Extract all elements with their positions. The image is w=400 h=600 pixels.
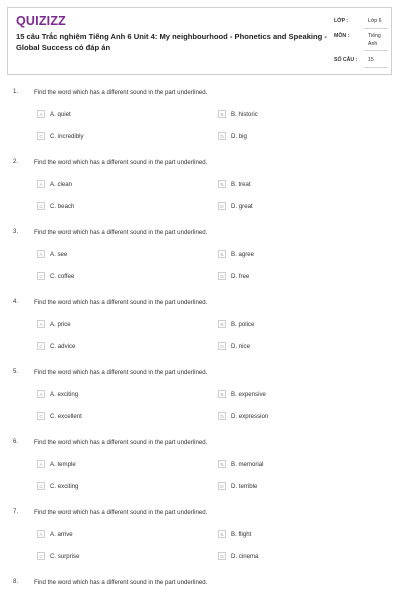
- question-number: 7.: [13, 509, 19, 515]
- option-letter-badge: D: [218, 272, 226, 280]
- option-text: D. nice: [231, 342, 250, 350]
- worksheet-header: [7, 7, 392, 75]
- answer-option-a[interactable]: [37, 390, 78, 398]
- answer-option-d[interactable]: [218, 412, 268, 420]
- answer-option-b[interactable]: [218, 180, 251, 188]
- option-text: D. expression: [231, 412, 269, 420]
- option-letter-badge: A: [37, 320, 45, 328]
- grade-underline: [364, 28, 388, 29]
- option-text: C. advice: [50, 342, 76, 350]
- question-text: Find the word which has a different sound in the part underlined.: [34, 579, 208, 586]
- answer-option-a[interactable]: [37, 110, 71, 118]
- option-text: C. exciting: [50, 482, 79, 490]
- grade-value: Lớp 6: [368, 18, 382, 24]
- question-number: 8.: [13, 579, 19, 585]
- answer-option-d[interactable]: [218, 552, 258, 560]
- question-text: Find the word which has a different sound in the part underlined.: [34, 299, 208, 306]
- question-text: Find the word which has a different sound in the part underlined.: [34, 509, 208, 516]
- option-letter-badge: D: [218, 202, 226, 210]
- question-number: 1.: [13, 89, 19, 95]
- answer-option-b[interactable]: [218, 320, 254, 328]
- answer-option-c[interactable]: [37, 202, 74, 210]
- option-text: A. arrive: [50, 530, 73, 538]
- question-number: 6.: [13, 439, 19, 445]
- option-letter-badge: C: [37, 412, 45, 420]
- answer-option-b[interactable]: [218, 460, 264, 468]
- option-text: B. treat: [231, 180, 251, 188]
- option-letter-badge: B: [218, 250, 226, 258]
- option-letter-badge: A: [37, 390, 45, 398]
- question-text: Find the word which has a different sound in the part underlined.: [34, 89, 208, 96]
- option-letter-badge: C: [37, 342, 45, 350]
- question-count-value: 15: [368, 57, 374, 63]
- option-text: B. flight: [231, 530, 252, 538]
- option-text: B. agree: [231, 250, 255, 258]
- option-letter-badge: A: [37, 530, 45, 538]
- answer-option-c[interactable]: [37, 272, 74, 280]
- answer-option-c[interactable]: [37, 552, 79, 560]
- option-letter-badge: C: [37, 482, 45, 490]
- option-text: A. price: [50, 320, 71, 328]
- subject-value-line2: Anh: [368, 41, 378, 47]
- question-number: 4.: [13, 299, 19, 305]
- answer-option-c[interactable]: [37, 412, 82, 420]
- subject-value-line1: Tiếng: [368, 33, 381, 39]
- option-letter-badge: B: [218, 460, 226, 468]
- option-text: D. big: [231, 132, 247, 140]
- option-letter-badge: C: [37, 272, 45, 280]
- answer-option-d[interactable]: [218, 482, 257, 490]
- answer-option-a[interactable]: [37, 180, 72, 188]
- answer-option-c[interactable]: [37, 132, 84, 140]
- answer-option-a[interactable]: [37, 530, 73, 538]
- question-text: Find the word which has a different sound in the part underlined.: [34, 369, 208, 376]
- question-number: 2.: [13, 159, 19, 165]
- subject-underline: [364, 50, 388, 51]
- quizizz-logo: QUIZIZZ: [16, 14, 67, 28]
- answer-option-a[interactable]: [37, 250, 67, 258]
- option-text: C. incredibly: [50, 132, 84, 140]
- option-text: A. clean: [50, 180, 73, 188]
- option-text: B. historic: [231, 110, 258, 118]
- option-letter-badge: B: [218, 320, 226, 328]
- option-text: C. surprise: [50, 552, 80, 560]
- answer-option-a[interactable]: [37, 460, 76, 468]
- option-text: C. coffee: [50, 272, 75, 280]
- option-letter-badge: D: [218, 552, 226, 560]
- option-letter-badge: D: [218, 412, 226, 420]
- option-text: D. great: [231, 202, 253, 210]
- option-letter-badge: B: [218, 180, 226, 188]
- option-letter-badge: C: [37, 132, 45, 140]
- option-letter-badge: A: [37, 110, 45, 118]
- subject-label: MÔN :: [334, 33, 350, 39]
- option-letter-badge: B: [218, 530, 226, 538]
- option-letter-badge: A: [37, 250, 45, 258]
- answer-option-b[interactable]: [218, 250, 254, 258]
- question-text: Find the word which has a different sound in the part underlined.: [34, 159, 208, 166]
- option-letter-badge: A: [37, 180, 45, 188]
- option-text: D. free: [231, 272, 250, 280]
- option-letter-badge: B: [218, 110, 226, 118]
- option-text: C. excellent: [50, 412, 82, 420]
- option-text: B. police: [231, 320, 255, 328]
- answer-option-d[interactable]: [218, 132, 247, 140]
- grade-label: LỚP :: [334, 18, 349, 24]
- question-count-label: SỐ CÂU :: [334, 57, 358, 63]
- answer-option-a[interactable]: [37, 320, 71, 328]
- option-letter-badge: D: [218, 482, 226, 490]
- answer-option-d[interactable]: [218, 202, 253, 210]
- answer-option-c[interactable]: [37, 482, 78, 490]
- question-count-underline: [364, 67, 388, 68]
- answer-option-b[interactable]: [218, 110, 258, 118]
- option-letter-badge: B: [218, 390, 226, 398]
- question-text: Find the word which has a different sound in the part underlined.: [34, 439, 208, 446]
- answer-option-c[interactable]: [37, 342, 75, 350]
- option-letter-badge: C: [37, 202, 45, 210]
- answer-option-d[interactable]: [218, 272, 249, 280]
- option-text: A. see: [50, 250, 68, 258]
- option-text: B. memorial: [231, 460, 264, 468]
- option-text: A. quiet: [50, 110, 71, 118]
- option-letter-badge: A: [37, 460, 45, 468]
- answer-option-b[interactable]: [218, 530, 251, 538]
- option-letter-badge: D: [218, 132, 226, 140]
- worksheet-title: 15 câu Trắc nghiệm Tiếng Anh 6 Unit 4: My neighbourhood - Phonetics and Speaking - Global Success có đáp án: [16, 32, 327, 52]
- option-text: A. temple: [50, 460, 76, 468]
- option-letter-badge: C: [37, 552, 45, 560]
- option-text: D. terrible: [231, 482, 258, 490]
- option-text: D. cinema: [231, 552, 259, 560]
- question-text: Find the word which has a different sound in the part underlined.: [34, 229, 208, 236]
- option-text: A. exciting: [50, 390, 79, 398]
- question-number: 5.: [13, 369, 19, 375]
- question-number: 3.: [13, 229, 19, 235]
- option-text: C. beach: [50, 202, 75, 210]
- option-letter-badge: D: [218, 342, 226, 350]
- answer-option-d[interactable]: [218, 342, 250, 350]
- answer-option-b[interactable]: [218, 390, 266, 398]
- option-text: B. expensive: [231, 390, 266, 398]
